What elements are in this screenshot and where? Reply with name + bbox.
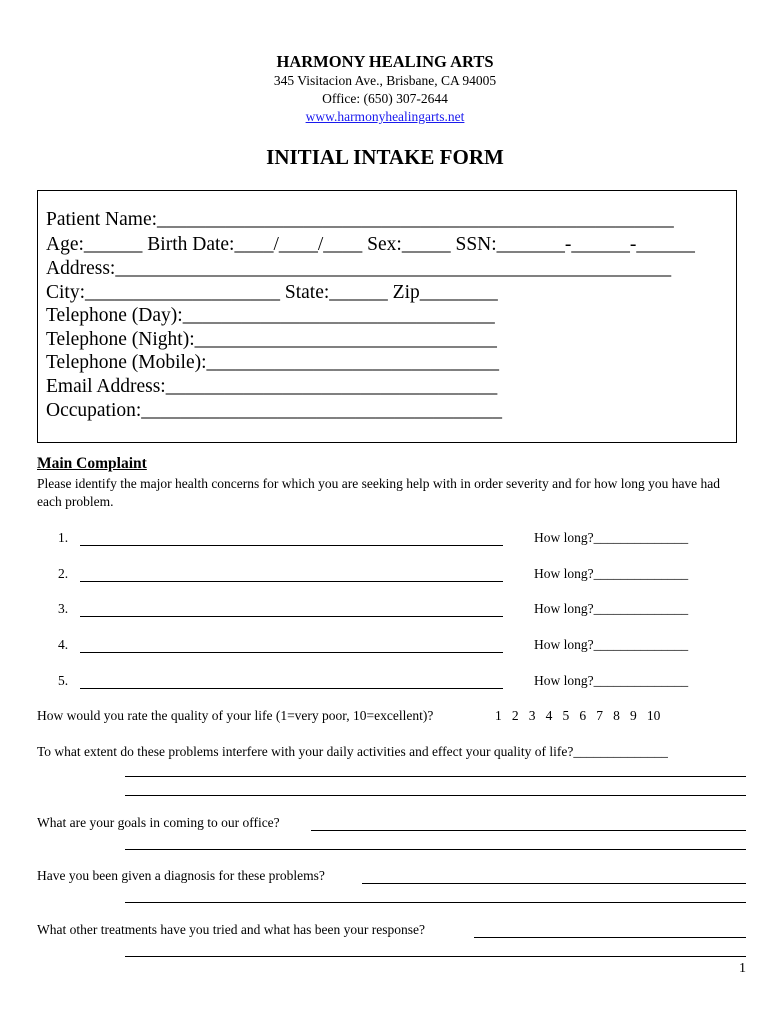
treatments-answer-line-1[interactable] [474, 936, 746, 938]
patient-name-field[interactable]: Patient Name:_____________________________________________________ [46, 209, 674, 230]
quality-of-life-question: How would you rate the quality of your life (1=very poor, 10=excellent)? [37, 708, 434, 723]
treatments-answer-line-2[interactable] [125, 955, 746, 957]
interference-answer-line-2[interactable] [125, 794, 746, 796]
org-name: HARMONY HEALING ARTS [276, 52, 494, 71]
how-long-field-5[interactable]: How long?______________ [534, 673, 689, 688]
form-title: INITIAL INTAKE FORM [266, 145, 504, 169]
telephone-day-field[interactable]: Telephone (Day):________________________________ [46, 305, 495, 326]
how-long-field-4[interactable]: How long?______________ [534, 637, 689, 652]
goals-question: What are your goals in coming to our office? [37, 815, 280, 830]
interference-answer-line-1[interactable] [125, 775, 746, 777]
telephone-night-field[interactable]: Telephone (Night):_______________________________ [46, 329, 497, 350]
age-birthdate-sex-ssn-field[interactable]: Age:______ Birth Date:____/____/____ Sex:_____ SSN:_______-______-______ [46, 234, 695, 255]
org-address: 345 Visitacion Ave., Brisbane, CA 94005 [273, 73, 497, 88]
treatments-question: What other treatments have you tried and what has been your response? [37, 922, 425, 937]
address-field[interactable]: Address:_________________________________________________________ [46, 258, 672, 279]
how-long-field-2[interactable]: How long?______________ [534, 566, 689, 581]
office-phone: Office: (650) 307-2644 [322, 91, 448, 106]
complaint-number: 1. [58, 530, 69, 545]
website-link[interactable]: www.harmonyhealingarts.net [305, 109, 465, 124]
complaint-number: 3. [58, 601, 69, 616]
complaint-line-1[interactable] [80, 544, 503, 546]
complaint-line-4[interactable] [80, 651, 503, 653]
main-complaint-instructions: Please identify the major health concerns for which you are seeking help with in order severity and for how long you have had each problem. [37, 476, 721, 509]
goals-answer-line-2[interactable] [125, 848, 746, 850]
complaint-number: 2. [58, 566, 69, 581]
how-long-field-3[interactable]: How long?______________ [534, 601, 689, 616]
main-complaint-heading: Main Complaint [37, 455, 147, 472]
complaint-line-2[interactable] [80, 580, 503, 582]
complaint-number: 4. [58, 637, 69, 652]
diagnosis-answer-line-1[interactable] [362, 882, 746, 884]
city-state-zip-field[interactable]: City:____________________ State:______ Zip________ [46, 282, 498, 303]
complaint-number: 5. [58, 673, 69, 688]
complaint-line-5[interactable] [80, 687, 503, 689]
occupation-field[interactable]: Occupation:_____________________________________ [46, 400, 503, 421]
interference-question[interactable]: To what extent do these problems interfere with your daily activities and effect your quality of life?______________ [37, 744, 668, 759]
email-field[interactable]: Email Address:__________________________________ [46, 376, 498, 397]
telephone-mobile-field[interactable]: Telephone (Mobile):______________________________ [46, 352, 500, 373]
page-number: 1 [739, 961, 746, 976]
complaint-line-3[interactable] [80, 615, 503, 617]
diagnosis-answer-line-2[interactable] [125, 901, 746, 903]
quality-rating-scale[interactable]: 1 2 3 4 5 6 7 8 9 10 [495, 708, 661, 723]
goals-answer-line-1[interactable] [311, 829, 746, 831]
how-long-field-1[interactable]: How long?______________ [534, 530, 689, 545]
diagnosis-question: Have you been given a diagnosis for these problems? [37, 868, 325, 883]
